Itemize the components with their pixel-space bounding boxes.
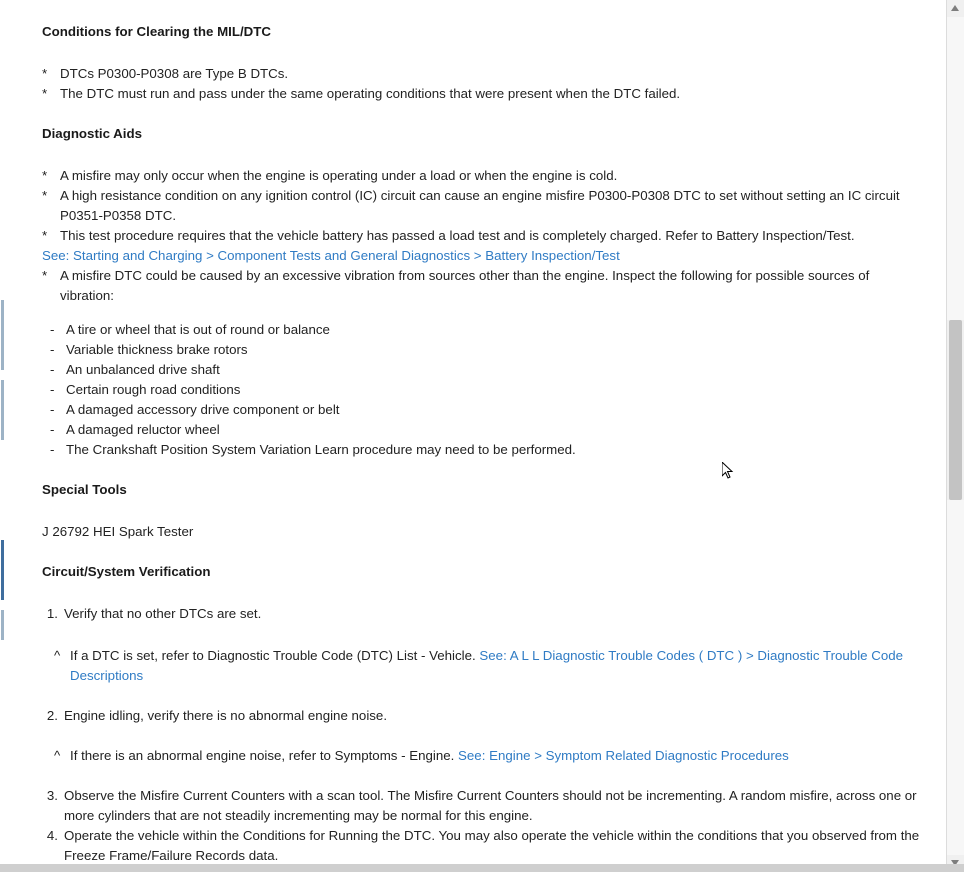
link-symptom-related-diagnostic-procedures[interactable]: See: Engine > Symptom Related Diagnostic Procedures xyxy=(458,748,789,763)
document-content xyxy=(42,0,926,866)
step-item xyxy=(42,826,926,866)
step-number: 4. xyxy=(46,828,58,843)
list-item xyxy=(42,440,926,460)
list-item-text: A damaged reluctor wheel xyxy=(66,422,220,437)
step-number: 3. xyxy=(46,788,58,803)
bullet-dash-icon: - xyxy=(50,382,55,397)
step-text: Observe the Misfire Current Counters with a scan tool. The Misfire Current Counters should not be incrementing. A random misfire, across one or more cylinders that are not steadily incrementing may be normal for this engine. xyxy=(64,788,917,823)
heading-diagnostic-aids: Diagnostic Aids xyxy=(42,126,142,141)
window-bottom-edge xyxy=(0,864,964,872)
link-paragraph xyxy=(42,246,926,266)
list-item-text: The DTC must run and pass under the same operating conditions that were present when the DTC failed. xyxy=(60,86,681,101)
list-item xyxy=(42,166,926,186)
list-item-text: A misfire DTC could be caused by an excessive vibration from sources other than the engine. Inspect the following for possible sources of vibration: xyxy=(60,268,870,303)
step-item xyxy=(42,786,926,826)
bullet-star-icon: * xyxy=(42,66,48,81)
bullet-star-icon: * xyxy=(42,168,48,183)
bullet-dash-icon: - xyxy=(50,402,55,417)
bullet-star-icon: * xyxy=(42,86,48,101)
list-item xyxy=(42,64,926,84)
link-dtc-descriptions[interactable]: See: A L L Diagnostic Trouble Codes ( DTC ) > Diagnostic Trouble Code Descriptions xyxy=(70,648,904,683)
gutter-mark xyxy=(1,540,4,600)
step-item xyxy=(42,604,926,624)
left-gutter xyxy=(0,0,15,872)
list-item-text: A damaged accessory drive component or belt xyxy=(66,402,340,417)
list-item xyxy=(42,84,926,104)
step-text: Verify that no other DTCs are set. xyxy=(64,606,262,621)
step-item xyxy=(42,706,926,726)
substep-item xyxy=(42,746,926,766)
list-item-text: An unbalanced drive shaft xyxy=(66,362,220,377)
list-item-text: Certain rough road conditions xyxy=(66,382,241,397)
bullet-dash-icon: - xyxy=(50,362,55,377)
list-item-text: Variable thickness brake rotors xyxy=(66,342,248,357)
list-item-text: The Crankshaft Position System Variation Learn procedure may need to be performed. xyxy=(66,442,576,457)
bullet-dash-icon: - xyxy=(50,442,55,457)
step-text: Engine idling, verify there is no abnormal engine noise. xyxy=(64,708,388,723)
link-battery-inspection-test[interactable]: See: Starting and Charging > Component Tests and General Diagnostics > Battery Inspection/Test xyxy=(42,248,620,263)
heading-circuit-system-verification: Circuit/System Verification xyxy=(42,564,211,579)
heading-special-tools: Special Tools xyxy=(42,482,127,497)
list-item-text: DTCs P0300-P0308 are Type B DTCs. xyxy=(60,66,289,81)
list-item xyxy=(42,360,926,380)
list-item-text: This test procedure requires that the vehicle battery has passed a load test and is completely charged. Refer to Battery Inspection/Test. xyxy=(60,228,855,243)
list-item xyxy=(42,340,926,360)
step-number: 1. xyxy=(46,606,58,621)
gutter-mark xyxy=(1,300,4,370)
list-item-text: A misfire may only occur when the engine is operating under a load or when the engine is cold. xyxy=(60,168,618,183)
bullet-dash-icon: - xyxy=(50,322,55,337)
list-item-text: A high resistance condition on any ignition control (IC) circuit can cause an engine misfire P0300-P0308 DTC to set without setting an IC circuit P0351-P0358 DTC. xyxy=(60,188,900,223)
vertical-scrollbar[interactable] xyxy=(946,0,964,872)
step-number: 2. xyxy=(46,708,58,723)
bullet-star-icon: * xyxy=(42,188,48,203)
bullet-caret-icon: ^ xyxy=(54,648,61,663)
substep-text: If there is an abnormal engine noise, refer to Symptoms - Engine. xyxy=(70,748,455,763)
document-page xyxy=(14,0,938,872)
substep-item xyxy=(42,646,926,686)
step-text: Operate the vehicle within the Conditions for Running the DTC. You may also operate the vehicle within the conditions that you observed from the Freeze Frame/Failure Records data. xyxy=(64,828,920,863)
scrollbar-track-upper[interactable] xyxy=(947,17,964,320)
heading-conditions-for-clearing: Conditions for Clearing the MIL/DTC xyxy=(42,24,271,39)
bullet-dash-icon: - xyxy=(50,342,55,357)
list-item-with-link xyxy=(42,226,926,246)
list-item xyxy=(42,400,926,420)
substep-text: If a DTC is set, refer to Diagnostic Trouble Code (DTC) List - Vehicle. xyxy=(70,648,476,663)
list-item xyxy=(42,380,926,400)
list-item xyxy=(42,186,926,226)
special-tools-body: J 26792 HEI Spark Tester xyxy=(42,524,194,539)
bullet-star-icon: * xyxy=(42,268,48,283)
list-item xyxy=(42,266,926,306)
list-item xyxy=(42,320,926,340)
list-item xyxy=(42,420,926,440)
gutter-mark xyxy=(1,610,4,640)
scroll-up-arrow-icon[interactable] xyxy=(947,0,964,17)
bullet-star-icon: * xyxy=(42,228,48,243)
gutter-mark xyxy=(1,380,4,440)
scrollbar-track-lower[interactable] xyxy=(947,500,964,855)
list-item-text: A tire or wheel that is out of round or balance xyxy=(66,322,330,337)
bullet-caret-icon: ^ xyxy=(54,748,61,763)
scrollbar-thumb[interactable] xyxy=(949,320,962,500)
bullet-dash-icon: - xyxy=(50,422,55,437)
